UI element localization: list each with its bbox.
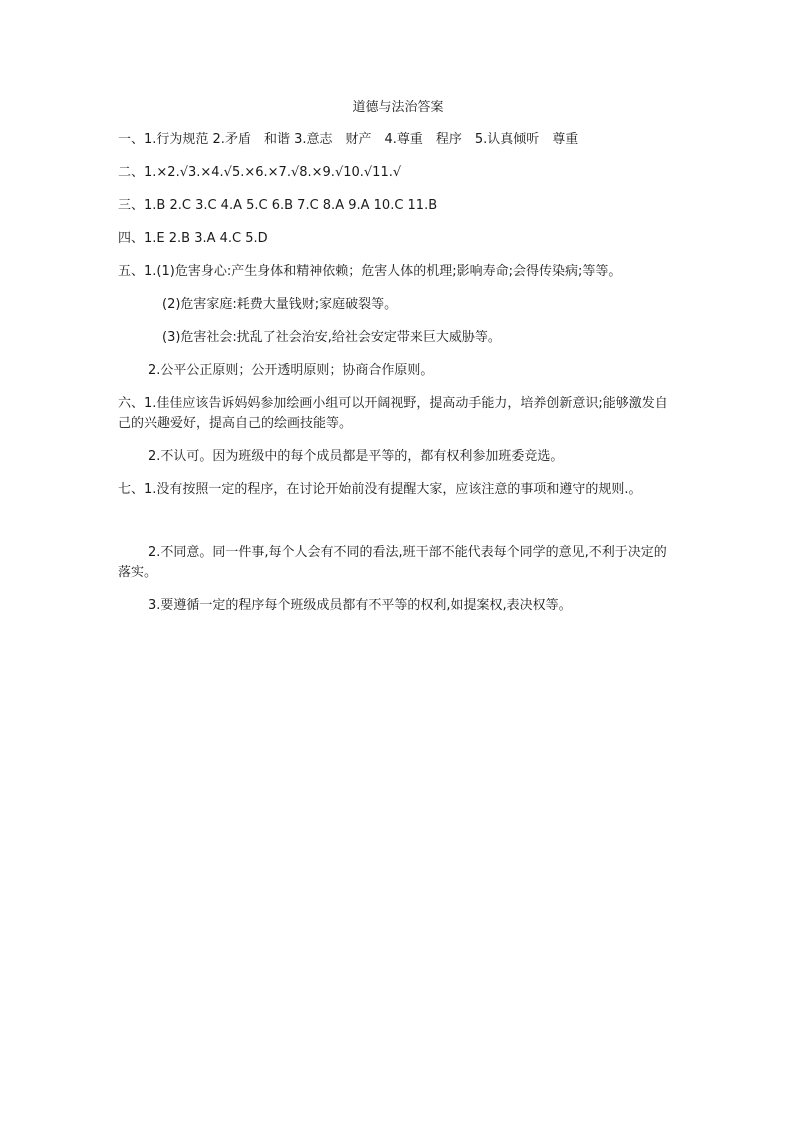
answer-section-5-item-2: 2.公平公正原则；公开透明原则；协商合作原则。 (148, 363, 434, 378)
answer-section-6-item-2: 2.不认可。因为班级中的每个成员都是平等的，都有权利参加班委竞选。 (148, 449, 564, 464)
answer-section-6-item-1: 六、1.佳佳应该告诉妈妈参加绘画小组可以开阔视野，提高动手能力，培养创新意识;能够激发自己的兴趣爱好，提高自己的绘画技能等。 (118, 396, 668, 431)
answer-section-2: 二、1.×2.√3.×4.√5.×6.×7.√8.×9.√10.√11.√ (118, 165, 402, 180)
blank-gap (118, 513, 678, 543)
answer-section-1: 一、1.行为规范 2.矛盾 和谐 3.意志 财产 4.尊重 程序 5.认真倾听 尊重 (118, 132, 579, 147)
answer-section-7-item-1: 七、1.没有按照一定的程序，在讨论开始前没有提醒大家，应该注意的事项和遵守的规则.。 (118, 482, 642, 497)
answer-section-5-item-1-sub-2: (2)危害家庭:耗费大量钱财;家庭破裂等。 (162, 297, 398, 312)
answer-section-7-item-3: 3.要遵循一定的程序每个班级成员都有不平等的权利,如提案权,表决权等。 (148, 598, 572, 613)
answer-section-3: 三、1.B 2.C 3.C 4.A 5.C 6.B 7.C 8.A 9.A 10.C 11.B (118, 198, 438, 213)
page-title: 道德与法治答案 (352, 100, 444, 115)
answer-section-5-item-1: 五、1.(1)危害身心:产生身体和精神依赖；危害人体的机理;影响寿命;会得传染病;等等。 (118, 264, 622, 279)
answer-section-7-item-2: 2.不同意。同一件事,每个人会有不同的看法,班干部不能代表每个同学的意见,不利于决定的落实。 (118, 545, 667, 580)
answer-section-4: 四、1.E 2.B 3.A 4.C 5.D (118, 231, 268, 246)
answer-sheet (118, 98, 678, 629)
answer-section-5-item-1-sub-3: (3)危害社会:扰乱了社会治安,给社会安定带来巨大威胁等。 (162, 330, 501, 345)
